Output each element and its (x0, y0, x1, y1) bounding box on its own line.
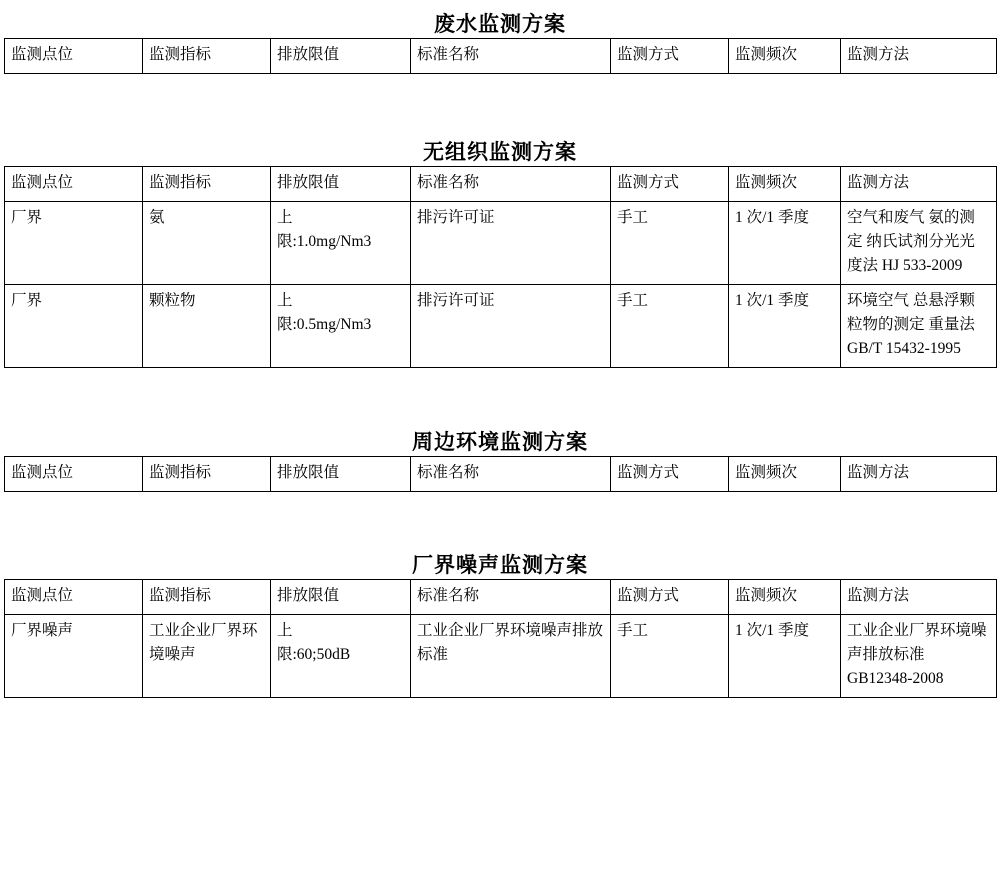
fugitive-table (4, 166, 997, 368)
cell-indicator: 颗粒物 (143, 285, 271, 368)
cell-method-type: 手工 (611, 285, 729, 368)
cell-limit (271, 285, 411, 368)
column-header-standard: 标准名称 (411, 167, 611, 202)
cell-standard: 排污许可证 (411, 285, 611, 368)
cell-indicator: 氨 (143, 202, 271, 285)
table-header-row (5, 167, 997, 202)
column-header-limit: 排放限值 (271, 457, 411, 492)
cell-frequency: 1 次/1 季度 (729, 285, 841, 368)
column-header-point: 监测点位 (5, 457, 143, 492)
table-row (5, 202, 997, 285)
cell-method-type: 手工 (611, 202, 729, 285)
cell-point: 厂界 (5, 285, 143, 368)
cell-limit-line2: 限:0.5mg/Nm3 (277, 316, 372, 334)
column-header-standard: 标准名称 (411, 457, 611, 492)
cell-analysis: 环境空气 总悬浮颗粒物的测定 重量法 GB/T 15432-1995 (841, 285, 997, 368)
section-fugitive (4, 74, 996, 368)
column-header-indicator: 监测指标 (143, 167, 271, 202)
column-header-limit: 排放限值 (271, 39, 411, 74)
column-header-indicator: 监测指标 (143, 457, 271, 492)
cell-analysis: 工业企业厂界环境噪声排放标准 GB12348-2008 (841, 615, 997, 698)
column-header-point: 监测点位 (5, 580, 143, 615)
boundary-noise-table (4, 579, 997, 698)
column-header-limit: 排放限值 (271, 580, 411, 615)
surrounding-environment-table (4, 456, 997, 492)
column-header-analysis: 监测方法 (841, 39, 997, 74)
column-header-standard: 标准名称 (411, 580, 611, 615)
table-header-row (5, 457, 997, 492)
column-header-method-type: 监测方式 (611, 167, 729, 202)
column-header-method-type: 监测方式 (611, 457, 729, 492)
table-header-row (5, 39, 997, 74)
section-surrounding-environment (4, 368, 996, 492)
column-header-frequency: 监测频次 (729, 39, 841, 74)
column-header-frequency: 监测频次 (729, 457, 841, 492)
cell-standard: 排污许可证 (411, 202, 611, 285)
section-title: 无组织监测方案 (423, 140, 577, 165)
cell-limit-line1: 上 (277, 292, 293, 310)
cell-point: 厂界噪声 (5, 615, 143, 698)
cell-analysis: 空气和废气 氨的测定 纳氏试剂分光光度法 HJ 533-2009 (841, 202, 997, 285)
column-header-limit: 排放限值 (271, 167, 411, 202)
table-row (5, 285, 997, 368)
section-title: 周边环境监测方案 (412, 430, 588, 455)
cell-limit-line1: 上 (277, 622, 293, 640)
column-header-method-type: 监测方式 (611, 39, 729, 74)
cell-method-type: 手工 (611, 615, 729, 698)
cell-limit-line2: 限:1.0mg/Nm3 (277, 233, 372, 251)
cell-frequency: 1 次/1 季度 (729, 615, 841, 698)
cell-indicator: 工业企业厂界环境噪声 (143, 615, 271, 698)
cell-frequency: 1 次/1 季度 (729, 202, 841, 285)
column-header-point: 监测点位 (5, 167, 143, 202)
column-header-indicator: 监测指标 (143, 580, 271, 615)
cell-limit-line1: 上 (277, 209, 293, 227)
cell-standard: 工业企业厂界环境噪声排放标准 (411, 615, 611, 698)
cell-limit (271, 615, 411, 698)
cell-point: 厂界 (5, 202, 143, 285)
wastewater-table (4, 38, 997, 74)
column-header-standard: 标准名称 (411, 39, 611, 74)
cell-limit-line2: 限:60;50dB (277, 646, 351, 664)
section-title: 厂界噪声监测方案 (412, 553, 588, 578)
table-row (5, 615, 997, 698)
cell-limit (271, 202, 411, 285)
section-wastewater (4, 0, 996, 74)
column-header-analysis: 监测方法 (841, 457, 997, 492)
column-header-method-type: 监测方式 (611, 580, 729, 615)
section-title: 废水监测方案 (434, 12, 566, 36)
column-header-analysis: 监测方法 (841, 167, 997, 202)
column-header-frequency: 监测频次 (729, 580, 841, 615)
column-header-analysis: 监测方法 (841, 580, 997, 615)
section-boundary-noise (4, 492, 996, 698)
column-header-indicator: 监测指标 (143, 39, 271, 74)
table-header-row (5, 580, 997, 615)
column-header-point: 监测点位 (5, 39, 143, 74)
column-header-frequency: 监测频次 (729, 167, 841, 202)
